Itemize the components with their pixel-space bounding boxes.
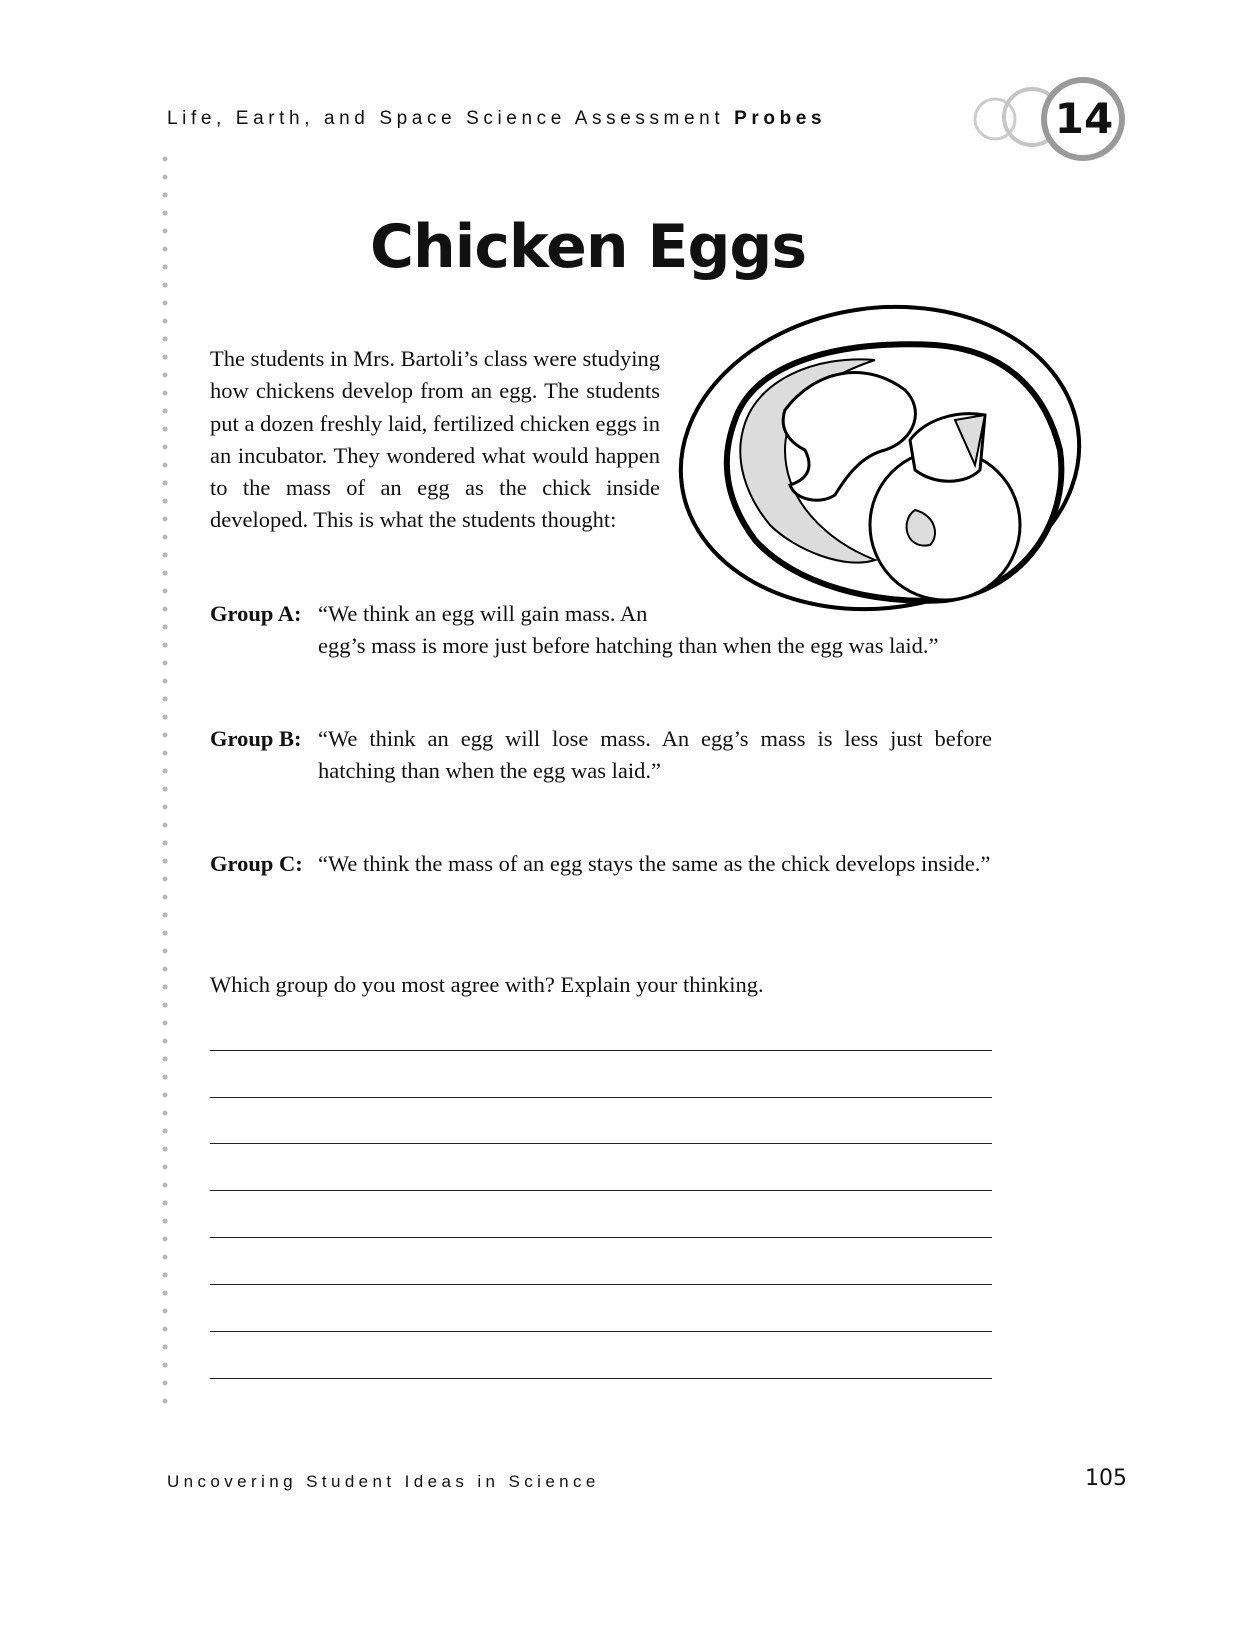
running-header xyxy=(167,108,826,130)
series-title: Life, Earth, and Space Science Assessment xyxy=(167,108,725,129)
question-prompt: Which group do you most agree with? Explain your thinking. xyxy=(210,972,764,997)
group-text: “We think an egg will lose mass. An egg’s mass is less just before hatching than when the egg was laid.” xyxy=(318,726,992,783)
group-b-statement xyxy=(210,723,992,786)
answer-line[interactable] xyxy=(210,1143,992,1144)
answer-line[interactable] xyxy=(210,1284,992,1285)
group-c-statement xyxy=(210,848,992,880)
page-number: 105 xyxy=(1085,1466,1127,1491)
group-label: Group A: xyxy=(210,601,302,626)
page-title: Chicken Eggs xyxy=(370,212,807,282)
chick-embryo-illustration xyxy=(675,300,1085,620)
intro-paragraph: The students in Mrs. Bartoli’s class were studying how chickens develop from an egg. The students put a dozen freshly laid, fertilized chicken eggs in an incubator. They wondered what would happen to the mass of an egg as the chick inside developed. This is what the students thought: xyxy=(210,346,660,533)
dotted-margin-divider xyxy=(161,150,169,1410)
answer-line[interactable] xyxy=(210,1050,992,1051)
group-label: Group C: xyxy=(210,851,303,876)
answer-line[interactable] xyxy=(210,1378,992,1379)
answer-line[interactable] xyxy=(210,1331,992,1332)
book-title-footer: Uncovering Student Ideas in Science xyxy=(167,1472,600,1491)
group-a-statement xyxy=(210,598,992,661)
probe-number-badge xyxy=(970,74,1140,164)
group-label: Group B: xyxy=(210,726,302,751)
answer-line[interactable] xyxy=(210,1190,992,1191)
probe-number: 14 xyxy=(1054,94,1114,143)
answer-line[interactable] xyxy=(210,1237,992,1238)
series-title-bold: Probes xyxy=(734,108,827,129)
group-text: “We think an egg will gain mass. An egg’s mass is more just before hatching than when the egg was laid.” xyxy=(318,601,939,658)
answer-line[interactable] xyxy=(210,1097,992,1098)
group-text: “We think the mass of an egg stays the same as the chick develops inside.” xyxy=(318,851,991,876)
